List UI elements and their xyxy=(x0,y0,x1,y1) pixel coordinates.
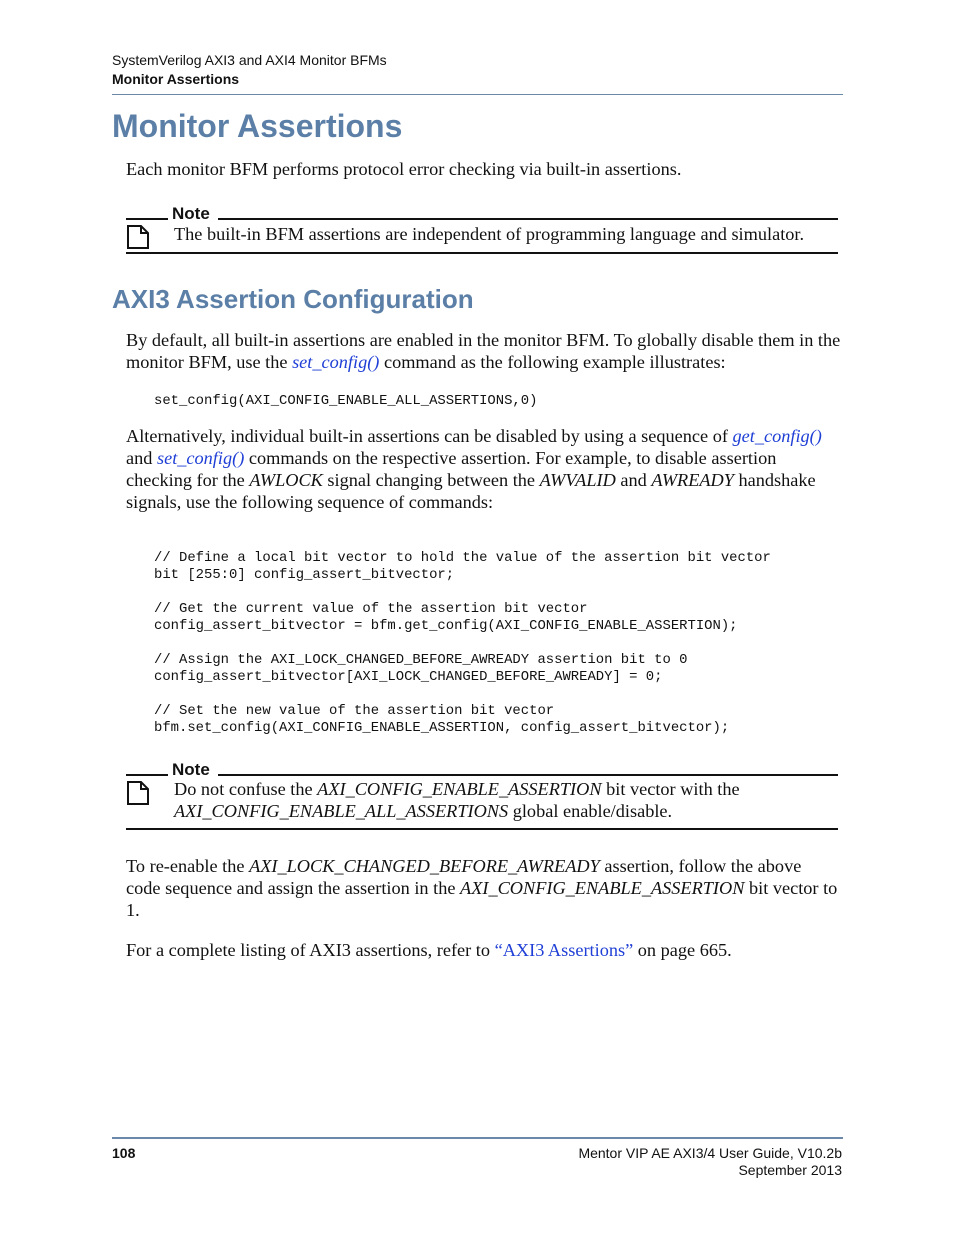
note-rule-bottom xyxy=(126,828,838,830)
text-segment: Do not confuse the xyxy=(174,779,318,799)
code-line: // Assign the AXI_LOCK_CHANGED_BEFORE_AWREADY assertion bit to 0 xyxy=(154,652,688,668)
code-line: config_assert_bitvector[AXI_LOCK_CHANGED_BEFORE_AWREADY] = 0; xyxy=(154,669,663,685)
text-segment: To re-enable the xyxy=(126,856,250,876)
code-line: bfm.set_config(AXI_CONFIG_ENABLE_ASSERTION, config_assert_bitvector); xyxy=(154,720,730,736)
text-segment: and xyxy=(615,470,652,490)
text-segment: commands on the respective assertion. For example, to disable assertion checking for the xyxy=(126,448,777,490)
code-line xyxy=(154,686,771,703)
note-rule-bottom xyxy=(126,252,838,254)
reenable-paragraph xyxy=(126,855,838,921)
config-paragraph xyxy=(126,329,846,373)
get-config-link[interactable]: get_config() xyxy=(732,426,822,446)
note-rule-left xyxy=(126,774,168,776)
code-line: // Define a local bit vector to hold the value of the assertion bit vector xyxy=(154,550,771,566)
reference-paragraph xyxy=(126,939,846,961)
signal-awvalid: AWVALID xyxy=(539,470,616,490)
note-label: Note xyxy=(172,760,210,779)
text-segment: For a complete listing of AXI3 assertions, refer to xyxy=(126,940,495,960)
set-config-link[interactable]: set_config() xyxy=(292,352,380,372)
config-enable-assertion: AXI_CONFIG_ENABLE_ASSERTION xyxy=(460,878,745,898)
config-enable-assertion: AXI_CONFIG_ENABLE_ASSERTION xyxy=(317,779,602,799)
code-line xyxy=(154,635,771,652)
text-segment: global enable/disable. xyxy=(508,801,673,821)
text-segment: signal changing between the xyxy=(322,470,540,490)
lock-changed-assertion: AXI_LOCK_CHANGED_BEFORE_AWREADY xyxy=(249,856,600,876)
note-page-icon xyxy=(126,780,150,806)
running-header-section: Monitor Assertions xyxy=(112,71,240,87)
footer-doc-title: Mentor VIP AE AXI3/4 User Guide, V10.2b xyxy=(578,1145,842,1161)
axi3-assertions-link[interactable]: “AXI3 Assertions” xyxy=(494,940,634,960)
set-config-link-2[interactable]: set_config() xyxy=(156,448,245,468)
note-rule-right xyxy=(218,218,838,220)
note-page-icon xyxy=(126,224,150,250)
header-divider xyxy=(112,94,843,95)
code-line: // Get the current value of the assertion bit vector xyxy=(154,601,588,617)
page-title: Monitor Assertions xyxy=(112,108,403,144)
running-header-title: SystemVerilog AXI3 and AXI4 Monitor BFMs xyxy=(112,52,387,68)
text-segment: handshake signals, use the following sequence of commands: xyxy=(126,470,816,512)
note-text: The built-in BFM assertions are independent of programming language and simulator. xyxy=(174,224,805,244)
signal-awlock: AWLOCK xyxy=(249,470,323,490)
text-segment: By default, all built-in assertions are enabled in the monitor BFM. To globally disable them in the monitor BFM, use the xyxy=(126,330,841,372)
page-number: 108 xyxy=(112,1145,136,1161)
note-text xyxy=(174,778,838,822)
text-segment: bit vector with the xyxy=(601,779,740,799)
code-line: // Set the new value of the assertion bit vector xyxy=(154,703,555,719)
text-segment: on page 665. xyxy=(633,940,732,960)
text-segment: Alternatively, individual built-in assertions can be disabled by using a sequence of xyxy=(126,426,733,446)
footer-date: September 2013 xyxy=(738,1162,842,1178)
section-heading: AXI3 Assertion Configuration xyxy=(112,284,474,314)
text-segment: and xyxy=(126,448,157,468)
note-rule-left xyxy=(126,218,168,220)
code-line xyxy=(154,584,771,601)
signal-awready: AWREADY xyxy=(651,470,734,490)
alternative-paragraph xyxy=(126,425,846,513)
note-label: Note xyxy=(172,204,210,223)
note-rule-right xyxy=(218,774,838,776)
code-example-1: set_config(AXI_CONFIG_ENABLE_ALL_ASSERTIONS,0) xyxy=(154,393,538,409)
code-line: bit [255:0] config_assert_bitvector; xyxy=(154,567,455,583)
text-segment: bit vector to 1. xyxy=(126,878,838,920)
code-example-2 xyxy=(154,533,771,754)
intro-paragraph: Each monitor BFM performs protocol error checking via built-in assertions. xyxy=(126,159,682,179)
config-enable-all-assertions: AXI_CONFIG_ENABLE_ALL_ASSERTIONS xyxy=(174,801,509,821)
code-line: config_assert_bitvector = bfm.get_config(AXI_CONFIG_ENABLE_ASSERTION); xyxy=(154,618,738,634)
text-segment: command as the following example illustrates: xyxy=(379,352,726,372)
text-segment: assertion, follow the above code sequence and assign the assertion in the xyxy=(126,856,802,898)
footer-divider xyxy=(112,1137,843,1139)
